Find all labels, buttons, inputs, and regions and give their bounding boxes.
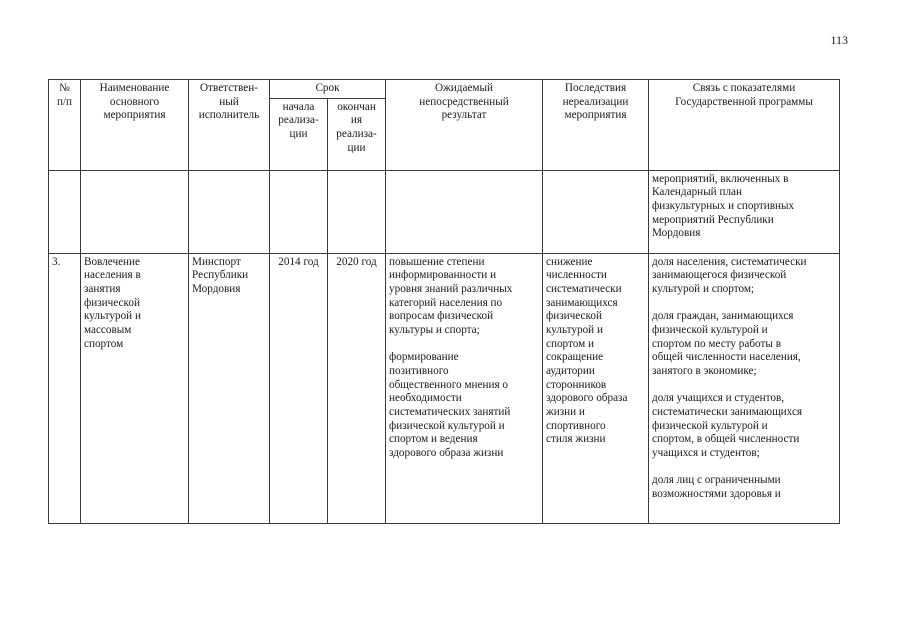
header-term: Срок: [270, 80, 386, 99]
table-cell: [189, 170, 270, 253]
consequences-cell: снижение численности систематически занимающихся физической культурой и спортом и сокращение аудитории сторонников здорового образа жизни и спортивного стиля жизни: [543, 253, 649, 523]
header-row: [49, 80, 840, 99]
header-activity-name: Наименование основного мероприятия: [81, 80, 189, 171]
program-link-cell: доля населения, систематически занимающегося физической культурой и спортом; доля граждан, занимающихся физической культурой и спортом по месту работы в общей численности населения, занятого в экономике; доля учащихся и студентов, систематически занимающихся физической культурой и спортом, в общей численности учащихся и студентов; доля лиц с ограниченными возможностями здоровья и: [649, 253, 840, 523]
table-cell: [49, 170, 81, 253]
term-end-cell: 2020 год: [328, 253, 386, 523]
header-responsible: Ответствен- ный исполнитель: [189, 80, 270, 171]
page-number: 113: [830, 33, 848, 47]
table-row: [49, 170, 840, 253]
header-term-end: окончан ия реализа- ции: [328, 98, 386, 170]
header-term-start: начала реализа- ции: [270, 98, 328, 170]
table-cell: [386, 170, 543, 253]
table-cell: [543, 170, 649, 253]
continuation-link-cell: мероприятий, включенных в Календарный план физкультурных и спортивных мероприятий Республики Мордовия: [649, 170, 840, 253]
table-row: [49, 253, 840, 523]
header-expected-result: Ожидаемый непосредственный результат: [386, 80, 543, 171]
table-cell: [270, 170, 328, 253]
table-cell: [81, 170, 189, 253]
header-num: № п/п: [49, 80, 81, 171]
program-activities-table: [48, 79, 840, 524]
term-start-cell: 2014 год: [270, 253, 328, 523]
row-number: 3.: [49, 253, 81, 523]
responsible-cell: Минспорт Республики Мордовия: [189, 253, 270, 523]
table-cell: [328, 170, 386, 253]
header-consequences: Последствия нереализации мероприятия: [543, 80, 649, 171]
expected-result-cell: повышение степени информированности и уровня знаний различных категорий населения по вопросам физической культуры и спорта; формирование позитивного общественного мнения о необходимости систематических занятий физической культурой и спортом и ведения здорового образа жизни: [386, 253, 543, 523]
header-program-link: Связь с показателями Государственной программы: [649, 80, 840, 171]
activity-name-cell: Вовлечение населения в занятия физической культурой и массовым спортом: [81, 253, 189, 523]
